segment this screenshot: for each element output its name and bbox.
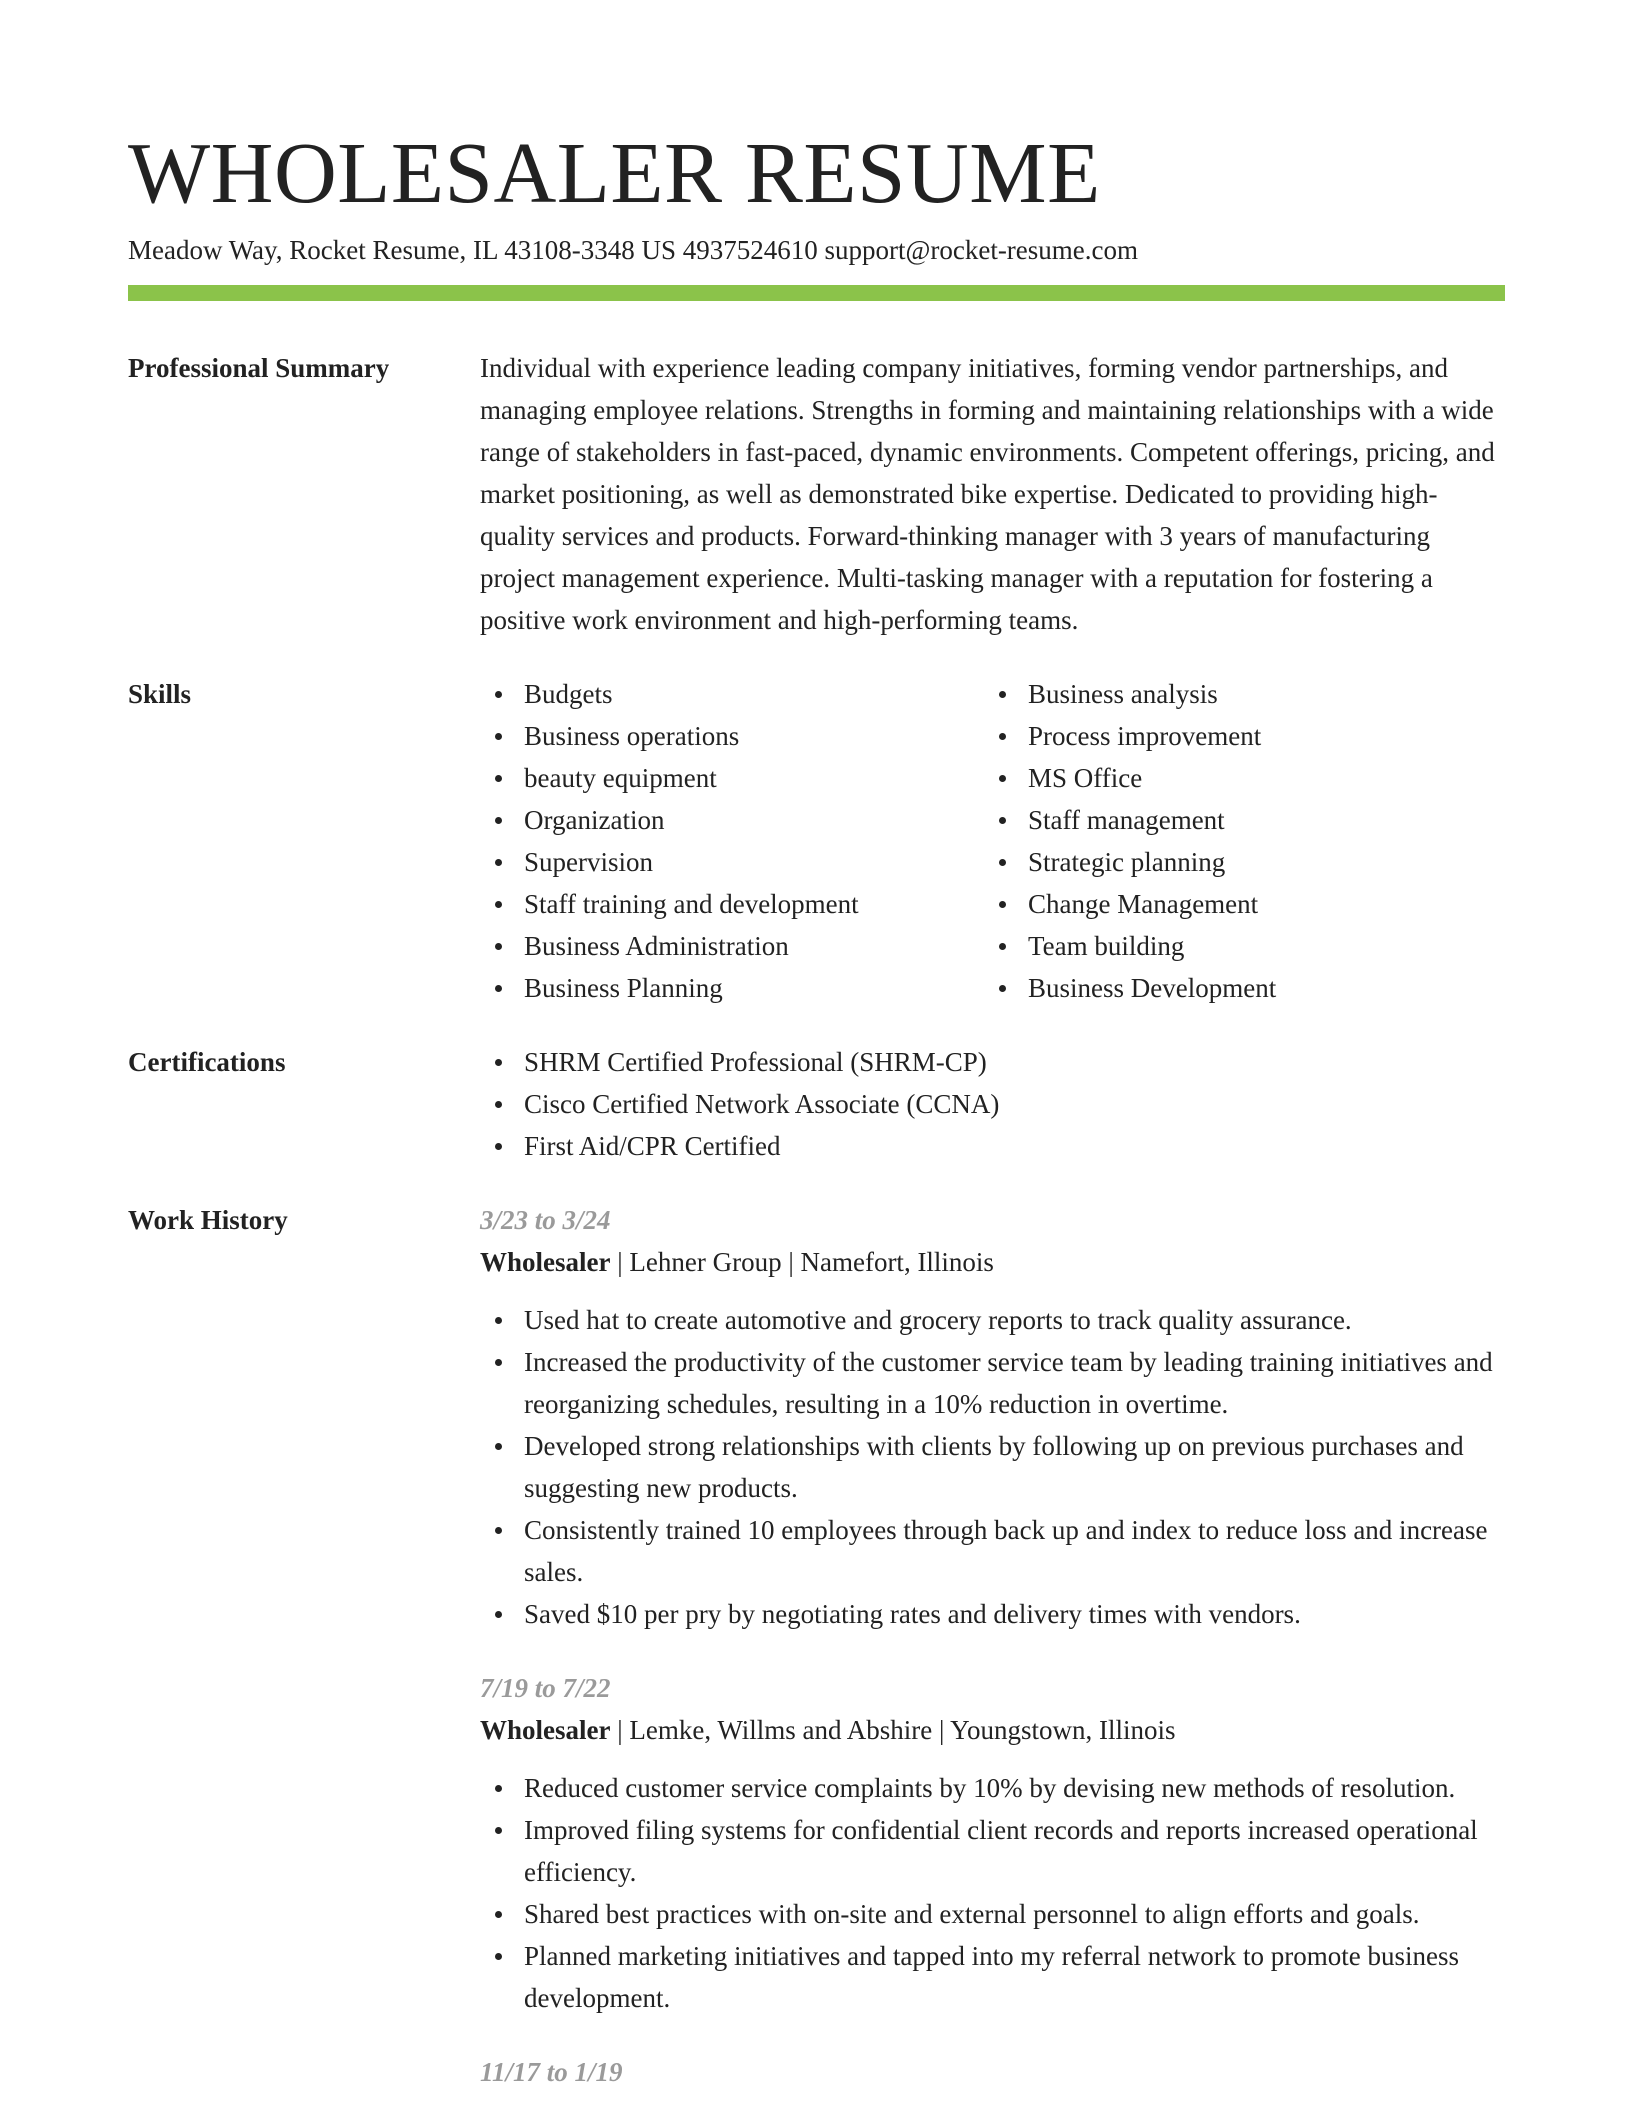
certification-item: Cisco Certified Network Associate (CCNA): [480, 1083, 1505, 1125]
work-history-section: [128, 1199, 1505, 2093]
job-bullet: Planned marketing initiatives and tapped into my referral network to promote business development.: [480, 1935, 1505, 2019]
job-details: | Lehner Group | Namefort, Illinois: [610, 1247, 994, 1277]
section-label: Professional Summary: [128, 353, 390, 383]
skill-item: Team building: [984, 925, 1488, 967]
job-dates: 3/23 to 3/24: [480, 1205, 611, 1235]
skill-item: Change Management: [984, 883, 1488, 925]
section-label: Skills: [128, 679, 192, 709]
certifications-section: [128, 1041, 1505, 1167]
skill-item: Staff management: [984, 799, 1488, 841]
skill-item: Business Development: [984, 967, 1488, 1009]
job-bullets: [480, 1767, 1505, 2019]
section-label: Certifications: [128, 1047, 286, 1077]
skills-list-left: [480, 673, 984, 1009]
skill-item: Organization: [480, 799, 984, 841]
skill-item: MS Office: [984, 757, 1488, 799]
accent-divider: [128, 285, 1505, 301]
job-entry: [480, 2051, 1505, 2093]
section-label: Work History: [128, 1205, 288, 1235]
summary-text: Individual with experience leading company initiatives, forming vendor partnerships, and managing employee relations. Strengths in forming and maintaining relationships with a wide range of stakeholders in fast-paced, dynamic environments. Competent offerings, pricing, and market positioning, as well as demonstrated bike expertise. Dedicated to providing high-quality services and products. Forward-thinking manager with 3 years of manufacturing project management experience. Multi-tasking manager with a reputation for fostering a positive work environment and high-performing teams.: [480, 353, 1495, 635]
job-bullet: Reduced customer service complaints by 10% by devising new methods of resolution.: [480, 1767, 1505, 1809]
job-bullet: Developed strong relationships with clients by following up on previous purchases and suggesting new products.: [480, 1425, 1505, 1509]
job-role: Wholesaler: [480, 1715, 611, 1745]
summary-section: [128, 347, 1505, 641]
certification-item: First Aid/CPR Certified: [480, 1125, 1505, 1167]
job-bullets: [480, 1299, 1505, 1635]
job-dates: 11/17 to 1/19: [480, 2057, 623, 2087]
skill-item: Process improvement: [984, 715, 1488, 757]
job-title-line: [480, 1709, 1505, 1751]
skills-section: [128, 673, 1505, 1009]
resume-content: [128, 347, 1505, 2125]
skill-item: Strategic planning: [984, 841, 1488, 883]
job-bullet: Saved $10 per pry by negotiating rates and delivery times with vendors.: [480, 1593, 1505, 1635]
job-bullet: Used hat to create automotive and grocery reports to track quality assurance.: [480, 1299, 1505, 1341]
skill-item: Business Planning: [480, 967, 984, 1009]
skill-item: Supervision: [480, 841, 984, 883]
skill-item: beauty equipment: [480, 757, 984, 799]
job-title-line: [480, 1241, 1505, 1283]
certification-item: SHRM Certified Professional (SHRM-CP): [480, 1041, 1505, 1083]
job-bullet: Increased the productivity of the customer service team by leading training initiatives and reorganizing schedules, resulting in a 10% reduction in overtime.: [480, 1341, 1505, 1425]
skill-item: Staff training and development: [480, 883, 984, 925]
certifications-list: [480, 1041, 1505, 1167]
skill-item: Business Administration: [480, 925, 984, 967]
job-entry: [480, 1199, 1505, 1635]
skill-item: Business operations: [480, 715, 984, 757]
job-entry: [480, 1667, 1505, 2019]
skill-item: Budgets: [480, 673, 984, 715]
skills-list-right: [984, 673, 1488, 1009]
skill-item: Business analysis: [984, 673, 1488, 715]
resume-title: WHOLESALER RESUME: [128, 124, 1101, 221]
job-dates: 7/19 to 7/22: [480, 1673, 611, 1703]
job-bullet: Shared best practices with on-site and external personnel to align efforts and goals.: [480, 1893, 1505, 1935]
job-details: | Lemke, Willms and Abshire | Youngstown, Illinois: [610, 1715, 1176, 1745]
job-bullet: Consistently trained 10 employees through back up and index to reduce loss and increase sales.: [480, 1509, 1505, 1593]
job-role: Wholesaler: [480, 1247, 611, 1277]
job-bullet: Improved filing systems for confidential client records and reports increased operational efficiency.: [480, 1809, 1505, 1893]
contact-line: Meadow Way, Rocket Resume, IL 43108-3348 US 4937524610 support@rocket-resume.com: [128, 235, 1139, 265]
